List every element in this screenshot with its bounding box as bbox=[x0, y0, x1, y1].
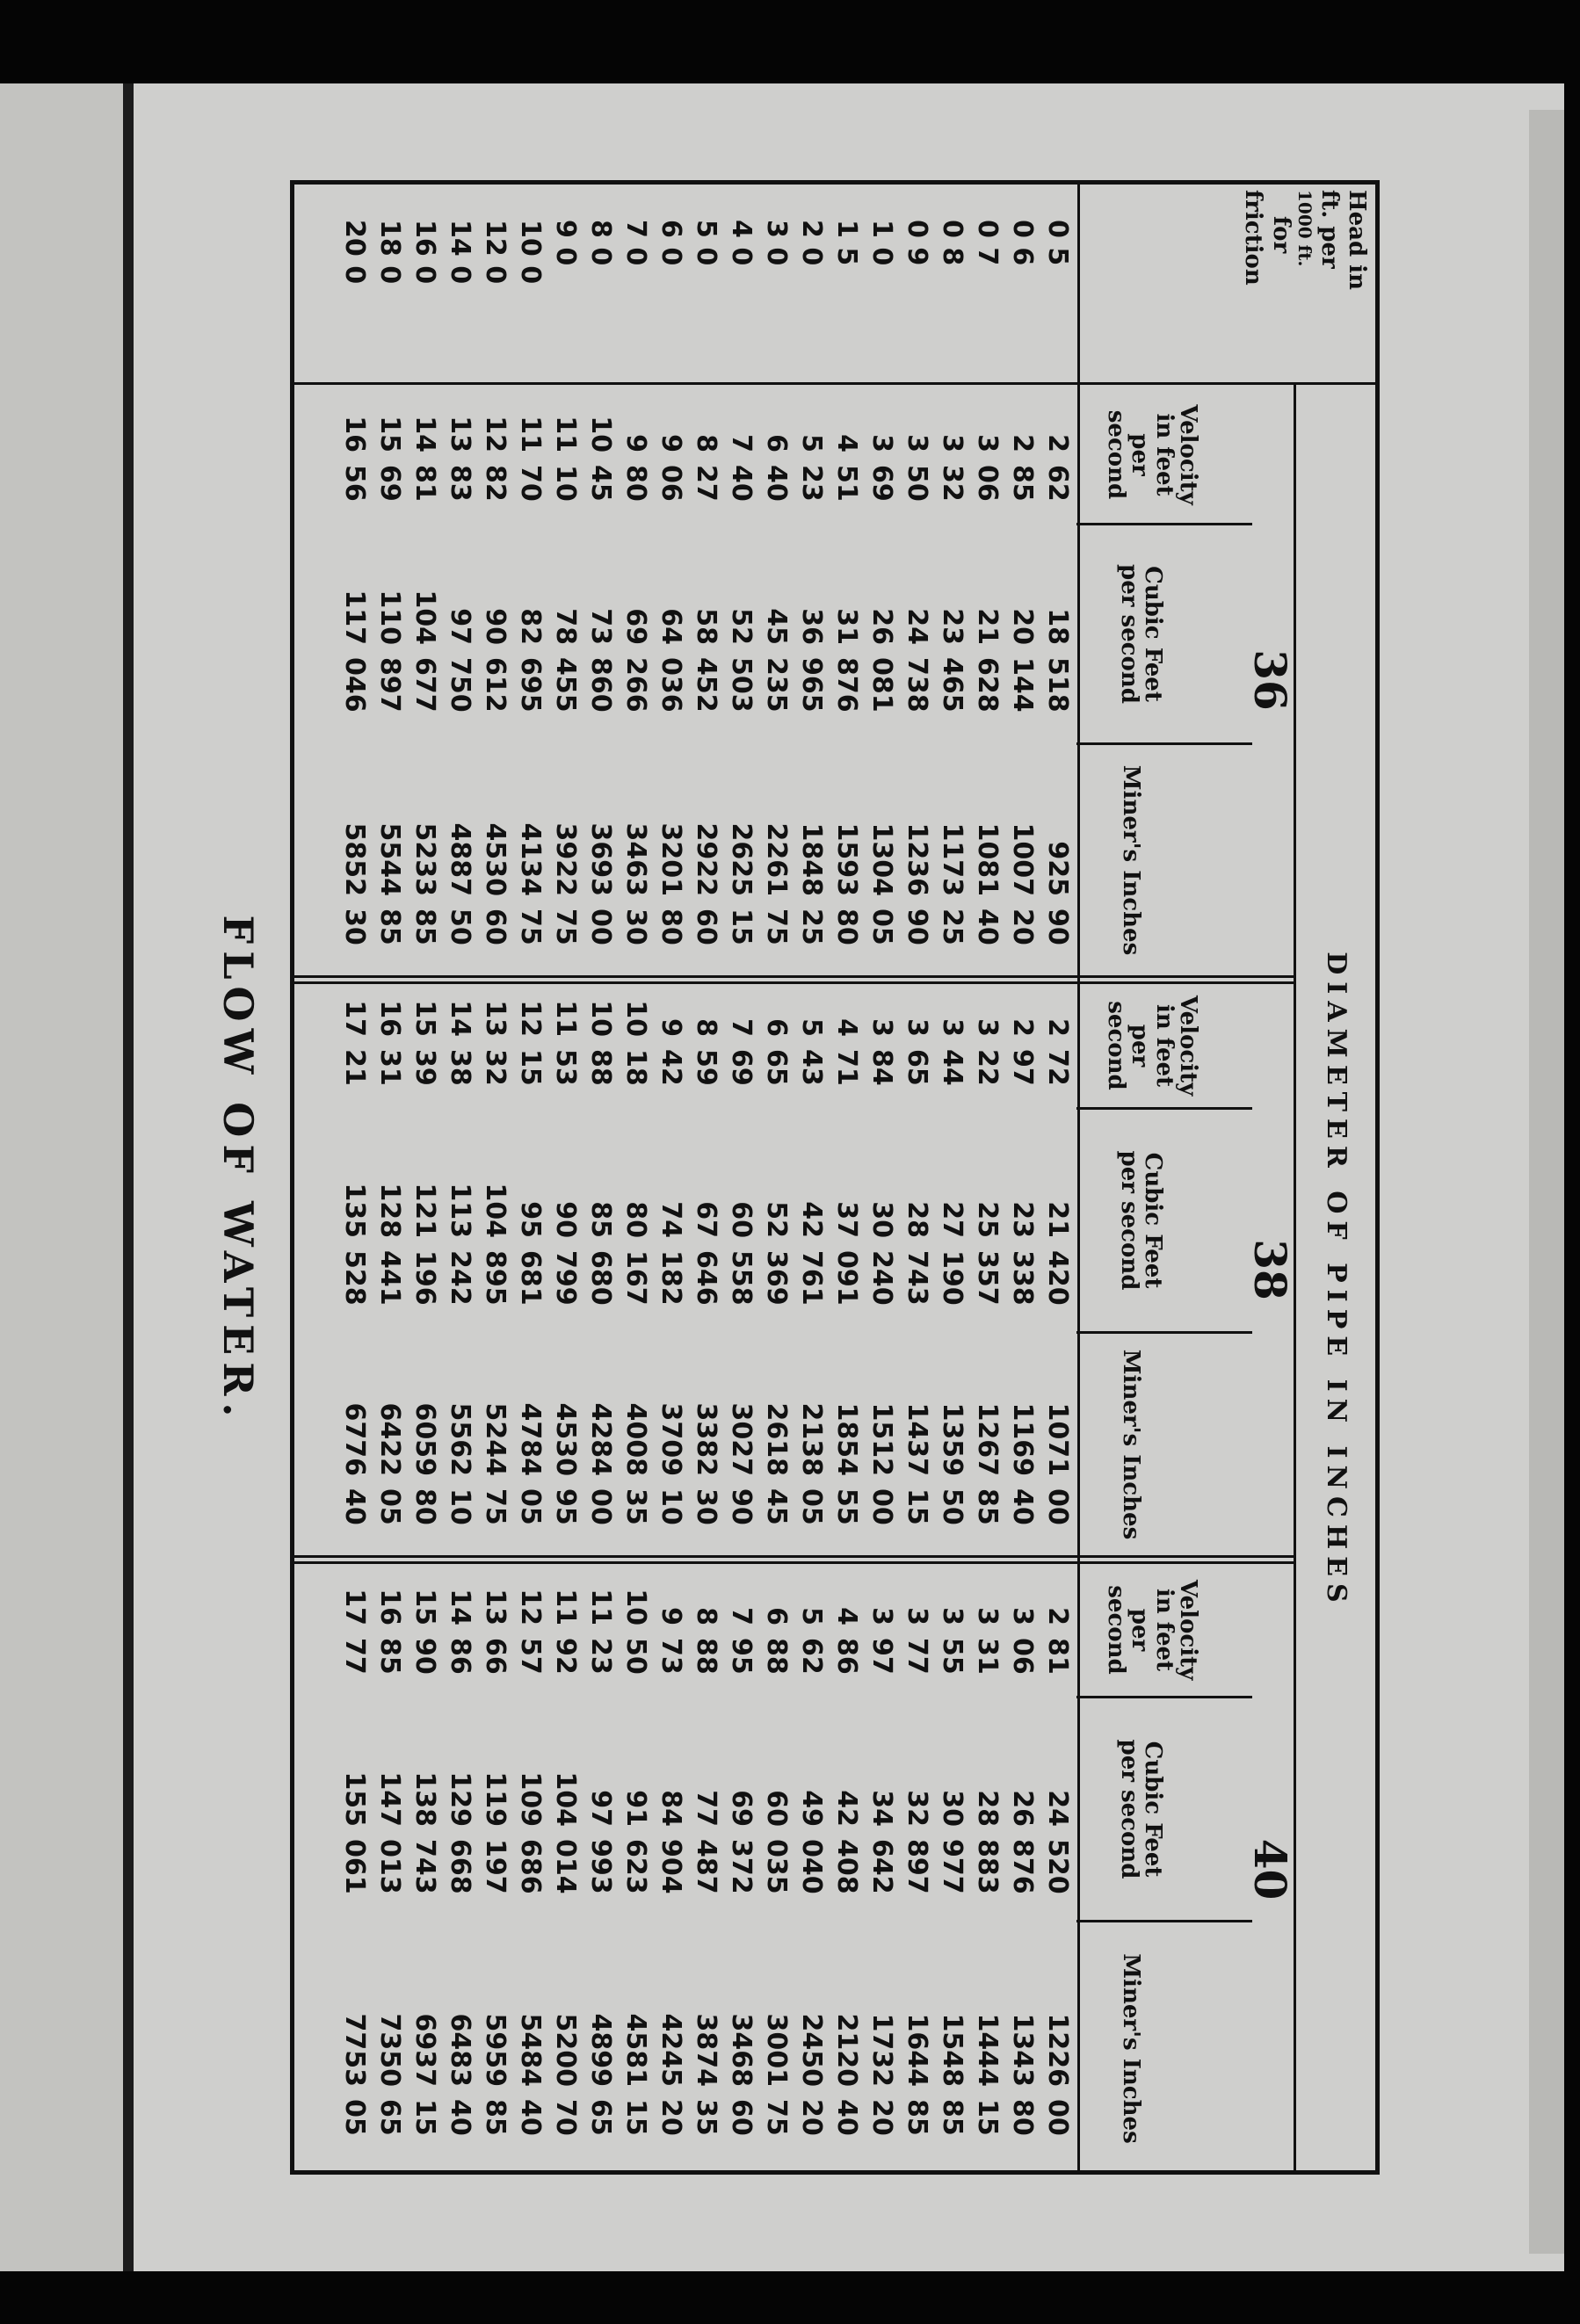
velocity-value: 16 31 bbox=[374, 1000, 405, 1086]
cubic-feet-value: 64 036 bbox=[656, 608, 686, 713]
facing-page-edge bbox=[0, 83, 123, 2271]
miners-inches-value: 1512 00 bbox=[866, 1402, 897, 1525]
cubic-feet-value: 26 876 bbox=[1007, 1790, 1038, 1894]
miners-inches-value: 1444 15 bbox=[972, 2013, 1003, 2136]
miners-inches-value: 7753 05 bbox=[339, 2013, 370, 2136]
diameter-38: 38 bbox=[1244, 1239, 1296, 1300]
miners-inches-value: 2261 75 bbox=[761, 822, 792, 945]
cubic-feet-header: Cubic Feet per second bbox=[1115, 1150, 1166, 1291]
cubic-feet-value: 117 046 bbox=[339, 590, 370, 713]
velocity-value: 15 39 bbox=[409, 1000, 440, 1086]
velocity-value: 5 62 bbox=[796, 1607, 827, 1675]
head-column-header bbox=[1080, 190, 1370, 330]
cubic-feet-value: 84 904 bbox=[656, 1790, 686, 1894]
miners-inches-value: 3201 80 bbox=[656, 822, 686, 945]
miners-inches-value: 1267 85 bbox=[972, 1402, 1003, 1525]
head-value: 0 7 bbox=[972, 220, 1003, 266]
miners-inches-value: 3463 30 bbox=[620, 822, 651, 945]
miners-inches-value: 1007 20 bbox=[1007, 822, 1038, 945]
cubic-feet-value: 58 452 bbox=[691, 608, 721, 713]
cubic-feet-value: 129 668 bbox=[445, 1771, 475, 1894]
velocity-value: 5 43 bbox=[796, 1018, 827, 1086]
velocity-value: 4 51 bbox=[831, 434, 862, 502]
cubic-feet-value: 90 612 bbox=[480, 608, 511, 713]
cubic-feet-value: 69 266 bbox=[620, 608, 651, 713]
velocity-value: 3 97 bbox=[866, 1607, 897, 1675]
diameter-40: 40 bbox=[1244, 1838, 1296, 1900]
miners-inches-value: 1548 85 bbox=[937, 2013, 968, 2136]
miners-inches-value: 5852 30 bbox=[339, 822, 370, 945]
velocity-value: 15 90 bbox=[409, 1589, 440, 1675]
head-header-line: ft. per bbox=[1315, 190, 1343, 269]
miners-inches-value: 4134 75 bbox=[515, 822, 546, 945]
miners-inches-value: 1173 25 bbox=[937, 822, 968, 945]
divider bbox=[1076, 1331, 1252, 1334]
head-value: 1 0 bbox=[866, 220, 897, 266]
divider bbox=[1077, 185, 1080, 2175]
velocity-value: 16 56 bbox=[339, 416, 370, 502]
head-column bbox=[337, 220, 1075, 351]
velocity-value: 4 86 bbox=[831, 1607, 862, 1675]
head-value: 0 5 bbox=[1042, 220, 1073, 266]
miners-inches-value: 3382 30 bbox=[691, 1402, 721, 1525]
cubic-feet-header: Cubic Feet per second bbox=[1115, 564, 1166, 704]
cubic-feet-value: 155 061 bbox=[339, 1771, 370, 1894]
diameter-header: DIAMETER OF PIPE IN INCHES bbox=[1321, 952, 1352, 1610]
miners-inches-value: 4887 50 bbox=[445, 822, 475, 945]
head-value: 6 0 bbox=[656, 220, 686, 266]
miners-inches-value: 4008 35 bbox=[620, 1402, 651, 1525]
velocity-value: 7 95 bbox=[726, 1607, 757, 1675]
head-value: 5 0 bbox=[691, 220, 721, 266]
head-value: 12 0 bbox=[480, 220, 511, 285]
velocity-value: 3 69 bbox=[866, 434, 897, 502]
miners-inches-value: 6059 80 bbox=[409, 1402, 440, 1525]
velocity-value: 3 65 bbox=[902, 1018, 932, 1086]
miners-inches-column-38 bbox=[337, 1340, 1075, 1538]
miners-inches-value: 5233 85 bbox=[409, 822, 440, 945]
miners-inches-value: 2625 15 bbox=[726, 822, 757, 945]
cubic-feet-value: 49 040 bbox=[796, 1790, 827, 1894]
cubic-feet-value: 121 196 bbox=[409, 1183, 440, 1306]
cubic-feet-value: 52 503 bbox=[726, 608, 757, 713]
cubic-feet-value: 28 883 bbox=[972, 1790, 1003, 1894]
miners-inches-value: 3709 10 bbox=[656, 1402, 686, 1525]
velocity-value: 3 55 bbox=[937, 1607, 968, 1675]
miners-inches-value: 4530 95 bbox=[550, 1402, 581, 1525]
cubic-feet-value: 73 860 bbox=[585, 608, 616, 713]
cubic-feet-value: 25 357 bbox=[972, 1201, 1003, 1306]
cubic-feet-value: 135 528 bbox=[339, 1183, 370, 1306]
velocity-value: 12 15 bbox=[515, 1000, 546, 1086]
cubic-feet-value: 147 013 bbox=[374, 1771, 405, 1894]
miners-inches-header: Miner's Inches bbox=[1118, 1953, 1144, 2144]
head-value: 1 5 bbox=[831, 220, 862, 266]
head-value: 9 0 bbox=[550, 220, 581, 266]
miners-inches-value: 5244 75 bbox=[480, 1402, 511, 1525]
cubic-feet-column-36 bbox=[337, 532, 1075, 720]
velocity-value: 12 57 bbox=[515, 1589, 546, 1675]
cubic-feet-value: 91 623 bbox=[620, 1790, 651, 1894]
cubic-feet-value: 24 520 bbox=[1042, 1790, 1073, 1894]
divider bbox=[1076, 1920, 1252, 1922]
velocity-value: 2 81 bbox=[1042, 1607, 1073, 1675]
cubic-feet-value: 24 738 bbox=[902, 608, 932, 713]
velocity-value: 6 40 bbox=[761, 434, 792, 502]
miners-inches-value: 1848 25 bbox=[796, 822, 827, 945]
page-title: FLOW OF WATER. bbox=[214, 915, 262, 1424]
miners-inches-value: 4899 65 bbox=[585, 2013, 616, 2136]
cubic-feet-column-40 bbox=[337, 1705, 1075, 1902]
cubic-feet-value: 32 897 bbox=[902, 1790, 932, 1894]
velocity-value: 4 71 bbox=[831, 1018, 862, 1086]
cubic-feet-value: 90 799 bbox=[550, 1201, 581, 1306]
velocity-value: 6 88 bbox=[761, 1607, 792, 1675]
velocity-value: 17 77 bbox=[339, 1589, 370, 1675]
cubic-feet-value: 27 190 bbox=[937, 1201, 968, 1306]
velocity-value: 10 88 bbox=[585, 1000, 616, 1086]
miners-inches-value: 1732 20 bbox=[866, 2013, 897, 2136]
head-header-line: 1000 ft. bbox=[1294, 190, 1315, 267]
head-value: 2 0 bbox=[796, 220, 827, 266]
velocity-value: 17 21 bbox=[339, 1000, 370, 1086]
miners-inches-value: 1437 15 bbox=[902, 1402, 932, 1525]
velocity-value: 3 32 bbox=[937, 434, 968, 502]
flow-of-water-table bbox=[290, 180, 1380, 2175]
velocity-value: 12 82 bbox=[480, 416, 511, 502]
velocity-value: 8 88 bbox=[691, 1607, 721, 1675]
velocity-value: 14 86 bbox=[445, 1589, 475, 1675]
miners-inches-value: 4284 00 bbox=[585, 1402, 616, 1525]
head-value: 0 8 bbox=[937, 220, 968, 266]
cubic-feet-value: 104 895 bbox=[480, 1183, 511, 1306]
velocity-value: 3 77 bbox=[902, 1607, 932, 1675]
cubic-feet-value: 23 338 bbox=[1007, 1201, 1038, 1306]
velocity-value: 3 06 bbox=[1007, 1607, 1038, 1675]
miners-inches-value: 1593 80 bbox=[831, 822, 862, 945]
miners-inches-value: 2138 05 bbox=[796, 1402, 827, 1525]
velocity-value: 2 72 bbox=[1042, 1018, 1073, 1086]
cubic-feet-column-38 bbox=[337, 1116, 1075, 1314]
velocity-value: 9 80 bbox=[620, 434, 651, 502]
velocity-value: 9 06 bbox=[656, 434, 686, 502]
velocity-value: 10 18 bbox=[620, 1000, 651, 1086]
miners-inches-header: Miner's Inches bbox=[1118, 1349, 1144, 1540]
cubic-feet-value: 20 144 bbox=[1007, 608, 1038, 713]
miners-inches-value: 5959 85 bbox=[480, 2013, 511, 2136]
miners-inches-header: Miner's Inches bbox=[1118, 764, 1144, 956]
velocity-value: 3 44 bbox=[937, 1018, 968, 1086]
divider bbox=[1076, 523, 1252, 525]
miners-inches-value: 4784 05 bbox=[515, 1402, 546, 1525]
cubic-feet-value: 80 167 bbox=[620, 1201, 651, 1306]
cubic-feet-value: 113 242 bbox=[445, 1183, 475, 1306]
miners-inches-value: 6937 15 bbox=[409, 2013, 440, 2136]
divider bbox=[1076, 1696, 1252, 1698]
divider bbox=[290, 382, 1375, 385]
cubic-feet-value: 52 369 bbox=[761, 1201, 792, 1306]
cubic-feet-value: 60 035 bbox=[761, 1790, 792, 1894]
miners-inches-value: 925 90 bbox=[1042, 841, 1073, 945]
cubic-feet-value: 31 876 bbox=[831, 608, 862, 713]
miners-inches-value: 5484 40 bbox=[515, 2013, 546, 2136]
head-header-line: friction bbox=[1240, 190, 1267, 286]
cubic-feet-value: 26 081 bbox=[866, 608, 897, 713]
velocity-value: 9 73 bbox=[656, 1607, 686, 1675]
divider bbox=[1076, 1107, 1252, 1110]
cubic-feet-value: 18 518 bbox=[1042, 608, 1073, 713]
velocity-value: 7 69 bbox=[726, 1018, 757, 1086]
velocity-value: 2 85 bbox=[1007, 434, 1038, 502]
velocity-value: 14 81 bbox=[409, 416, 440, 502]
miners-inches-value: 7350 65 bbox=[374, 2013, 405, 2136]
velocity-header: Velocity in feet per second bbox=[1103, 404, 1201, 505]
velocity-value: 14 38 bbox=[445, 1000, 475, 1086]
miners-inches-value: 1226 00 bbox=[1042, 2013, 1073, 2136]
head-value: 16 0 bbox=[409, 220, 440, 285]
velocity-value: 3 50 bbox=[902, 434, 932, 502]
velocity-value: 8 27 bbox=[691, 434, 721, 502]
velocity-value: 13 66 bbox=[480, 1589, 511, 1675]
velocity-value: 3 22 bbox=[972, 1018, 1003, 1086]
cubic-feet-value: 67 646 bbox=[691, 1201, 721, 1306]
cubic-feet-value: 128 441 bbox=[374, 1183, 405, 1306]
miners-inches-value: 1359 50 bbox=[937, 1402, 968, 1525]
cubic-feet-value: 37 091 bbox=[831, 1201, 862, 1306]
velocity-value: 11 53 bbox=[550, 1000, 581, 1086]
miners-inches-value: 3874 35 bbox=[691, 2013, 721, 2136]
miners-inches-value: 4530 60 bbox=[480, 822, 511, 945]
velocity-value: 5 23 bbox=[796, 434, 827, 502]
divider bbox=[1076, 742, 1252, 745]
page-edge bbox=[1529, 110, 1564, 2254]
cubic-feet-value: 97 750 bbox=[445, 608, 475, 713]
miners-inches-value: 1343 80 bbox=[1007, 2013, 1038, 2136]
head-value: 7 0 bbox=[620, 220, 651, 266]
velocity-value: 3 31 bbox=[972, 1607, 1003, 1675]
miners-inches-value: 1169 40 bbox=[1007, 1402, 1038, 1525]
velocity-header: Velocity in feet per second bbox=[1103, 995, 1201, 1097]
head-header-line: Head in bbox=[1344, 190, 1370, 290]
velocity-header: Velocity in feet per second bbox=[1103, 1579, 1201, 1681]
miners-inches-value: 1236 90 bbox=[902, 822, 932, 945]
cubic-feet-value: 21 628 bbox=[972, 608, 1003, 713]
cubic-feet-value: 85 680 bbox=[585, 1201, 616, 1306]
velocity-column-40 bbox=[337, 1566, 1075, 1687]
cubic-feet-value: 95 681 bbox=[515, 1201, 546, 1306]
velocity-value: 11 70 bbox=[515, 416, 546, 502]
miners-inches-value: 5562 10 bbox=[445, 1402, 475, 1525]
miners-inches-value: 3922 75 bbox=[550, 822, 581, 945]
miners-inches-value: 4245 20 bbox=[656, 2013, 686, 2136]
cubic-feet-value: 138 743 bbox=[409, 1771, 440, 1894]
head-value: 0 9 bbox=[902, 220, 932, 266]
velocity-value: 2 62 bbox=[1042, 434, 1073, 502]
head-value: 8 0 bbox=[585, 220, 616, 266]
cubic-feet-value: 42 761 bbox=[796, 1201, 827, 1306]
velocity-value: 6 65 bbox=[761, 1018, 792, 1086]
cubic-feet-value: 60 558 bbox=[726, 1201, 757, 1306]
miners-inches-value: 3468 60 bbox=[726, 2013, 757, 2136]
cubic-feet-value: 23 465 bbox=[937, 608, 968, 713]
miners-inches-value: 5544 85 bbox=[374, 822, 405, 945]
miners-inches-value: 2922 60 bbox=[691, 822, 721, 945]
head-value: 0 6 bbox=[1007, 220, 1038, 266]
cubic-feet-value: 82 695 bbox=[515, 608, 546, 713]
miners-inches-value: 4581 15 bbox=[620, 2013, 651, 2136]
miners-inches-value: 1854 55 bbox=[831, 1402, 862, 1525]
cubic-feet-value: 28 743 bbox=[902, 1201, 932, 1306]
miners-inches-value: 2120 40 bbox=[831, 2013, 862, 2136]
cubic-feet-value: 21 420 bbox=[1042, 1201, 1073, 1306]
head-value: 3 0 bbox=[761, 220, 792, 266]
velocity-value: 13 83 bbox=[445, 416, 475, 502]
cubic-feet-value: 77 487 bbox=[691, 1790, 721, 1894]
cubic-feet-value: 119 197 bbox=[480, 1771, 511, 1894]
velocity-value: 10 50 bbox=[620, 1589, 651, 1675]
miners-inches-value: 2450 20 bbox=[796, 2013, 827, 2136]
miners-inches-value: 6776 40 bbox=[339, 1402, 370, 1525]
rotated-table-region bbox=[185, 154, 1397, 2185]
velocity-value: 3 06 bbox=[972, 434, 1003, 502]
cubic-feet-value: 30 977 bbox=[937, 1790, 968, 1894]
cubic-feet-value: 104 677 bbox=[409, 590, 440, 713]
cubic-feet-value: 109 686 bbox=[515, 1771, 546, 1894]
head-value: 20 0 bbox=[339, 220, 370, 285]
head-value: 18 0 bbox=[374, 220, 405, 285]
velocity-value: 11 23 bbox=[585, 1589, 616, 1675]
velocity-value: 2 97 bbox=[1007, 1018, 1038, 1086]
cubic-feet-value: 78 455 bbox=[550, 608, 581, 713]
head-value: 14 0 bbox=[445, 220, 475, 285]
velocity-column-38 bbox=[337, 986, 1075, 1098]
miners-inches-value: 3693 00 bbox=[585, 822, 616, 945]
diameter-36: 36 bbox=[1244, 649, 1296, 711]
miners-inches-value: 6483 40 bbox=[445, 2013, 475, 2136]
cubic-feet-value: 30 240 bbox=[866, 1201, 897, 1306]
divider bbox=[290, 975, 1294, 978]
miners-inches-value: 6422 05 bbox=[374, 1402, 405, 1525]
velocity-value: 11 10 bbox=[550, 416, 581, 502]
miners-inches-column-40 bbox=[337, 1933, 1075, 2148]
miners-inches-value: 5200 70 bbox=[550, 2013, 581, 2136]
velocity-value: 9 42 bbox=[656, 1018, 686, 1086]
cubic-feet-value: 36 965 bbox=[796, 608, 827, 713]
miners-inches-value: 1071 00 bbox=[1042, 1402, 1073, 1525]
velocity-value: 13 32 bbox=[480, 1000, 511, 1086]
cubic-feet-value: 42 408 bbox=[831, 1790, 862, 1894]
velocity-value: 8 59 bbox=[691, 1018, 721, 1086]
cubic-feet-value: 97 993 bbox=[585, 1790, 616, 1894]
cubic-feet-header: Cubic Feet per second bbox=[1115, 1739, 1166, 1879]
cubic-feet-value: 69 372 bbox=[726, 1790, 757, 1894]
cubic-feet-value: 74 182 bbox=[656, 1201, 686, 1306]
cubic-feet-value: 110 897 bbox=[374, 590, 405, 713]
velocity-value: 16 85 bbox=[374, 1589, 405, 1675]
velocity-value: 10 45 bbox=[585, 416, 616, 502]
cubic-feet-value: 45 235 bbox=[761, 608, 792, 713]
head-header-line: for bbox=[1267, 216, 1294, 254]
velocity-value: 3 84 bbox=[866, 1018, 897, 1086]
divider bbox=[290, 1555, 1294, 1558]
velocity-value: 7 40 bbox=[726, 434, 757, 502]
book-spine bbox=[123, 83, 134, 2271]
velocity-value: 15 69 bbox=[374, 416, 405, 502]
cubic-feet-value: 104 014 bbox=[550, 1771, 581, 1894]
miners-inches-value: 3001 75 bbox=[761, 2013, 792, 2136]
head-value: 10 0 bbox=[515, 220, 546, 285]
miners-inches-value: 3027 90 bbox=[726, 1402, 757, 1525]
velocity-value: 11 92 bbox=[550, 1589, 581, 1675]
miners-inches-value: 1304 05 bbox=[866, 822, 897, 945]
miners-inches-column-36 bbox=[337, 751, 1075, 958]
velocity-column-36 bbox=[337, 391, 1075, 514]
head-value: 4 0 bbox=[726, 220, 757, 266]
miners-inches-value: 2618 45 bbox=[761, 1402, 792, 1525]
cubic-feet-value: 34 642 bbox=[866, 1790, 897, 1894]
miners-inches-value: 1644 85 bbox=[902, 2013, 932, 2136]
miners-inches-value: 1081 40 bbox=[972, 822, 1003, 945]
